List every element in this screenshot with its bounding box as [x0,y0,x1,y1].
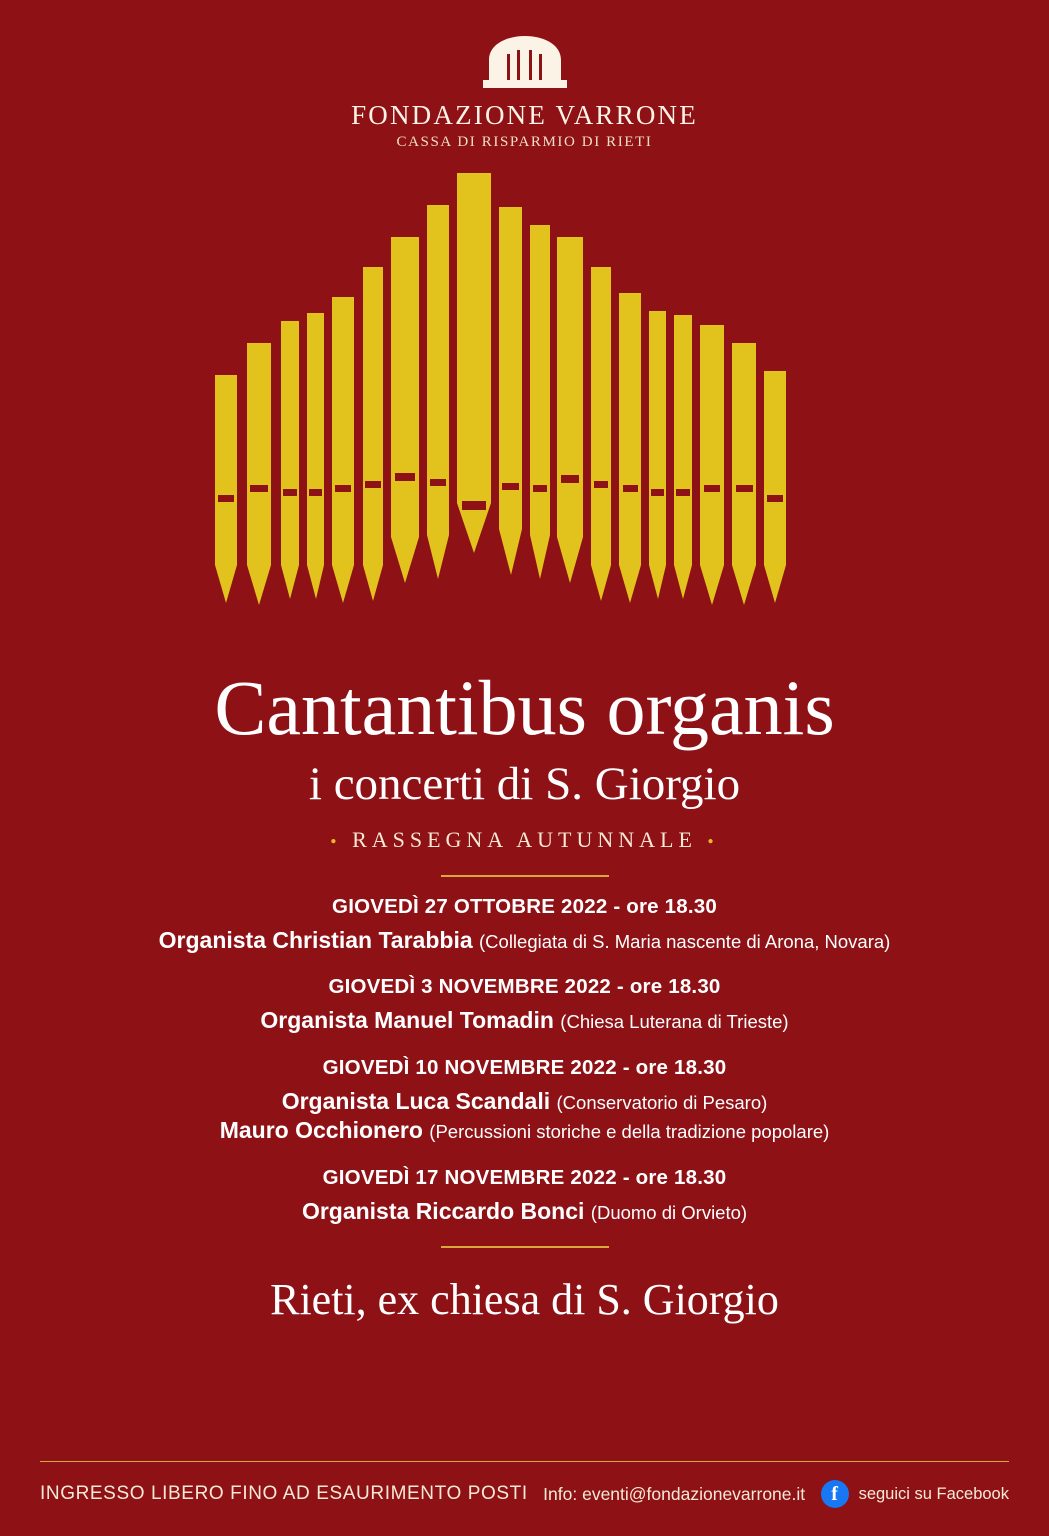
performer-place: (Chiesa Luterana di Trieste) [560,1011,789,1033]
foundation-name: FONDAZIONE VARRONE [351,100,698,130]
concert-item [0,895,1049,955]
concert-item [0,1056,1049,1146]
concert-performer-line [0,926,1049,955]
concert-list [0,895,1049,1226]
concert-performer-line [0,1116,1049,1145]
performer-name: Organista Riccardo Bonci [301,1197,585,1224]
divider-bottom [441,1246,609,1248]
performer-name: Organista Manuel Tomadin [260,1007,554,1034]
performer-name: Organista Luca Scandali [281,1087,551,1114]
concert-date: GIOVEDÌ 17 NOVEMBRE 2022 - ore 18.30 [322,1165,727,1189]
admission-note: INGRESSO LIBERO FINO AD ESAURIMENTO POSTI [40,1483,528,1504]
divider-top [441,875,609,877]
concert-item [0,1166,1049,1226]
organ-pipes-illustration [0,163,1049,663]
page-title: Cantantibus organis [214,664,835,751]
concert-date: GIOVEDÌ 27 OTTOBRE 2022 - ore 18.30 [332,895,717,918]
performer-place: (Collegiata di S. Maria nascente di Arona, Novara) [479,931,891,952]
season-kicker-label: RASSEGNA AUTUNNALE [352,827,697,852]
foundation-logo [0,0,1049,151]
concert-performer-line [0,1197,1049,1226]
performer-name: Mauro Occhionero [219,1117,423,1144]
foundation-subtitle: CASSA DI RISPARMIO DI RIETI [396,134,653,150]
performer-place: (Percussioni storiche e della tradizione popolare) [429,1121,830,1143]
performer-name: Organista Christian Tarabbia [158,927,473,953]
concert-performer-line [0,1006,1049,1035]
facebook-link[interactable] [821,1480,1009,1508]
performer-place: (Duomo di Orvieto) [590,1201,748,1223]
concert-date: GIOVEDÌ 10 NOVEMBRE 2022 - ore 18.30 [322,1055,727,1079]
concert-performer-line [0,1087,1049,1116]
season-kicker [0,827,1049,853]
facebook-icon[interactable]: f [821,1480,849,1508]
facebook-label[interactable]: seguici su Facebook [858,1484,1009,1503]
footer-divider [40,1461,1009,1462]
concert-date: GIOVEDÌ 3 NOVEMBRE 2022 - ore 18.30 [328,975,721,999]
arch-icon [0,34,1049,90]
venue-label: Rieti, ex chiesa di S. Giorgio [270,1275,779,1325]
page-subtitle: i concerti di S. Giorgio [308,758,741,810]
concert-item [0,975,1049,1035]
footer [40,1474,1009,1514]
performer-place: (Conservatorio di Pesaro) [556,1091,768,1113]
bullet-icon-left: • [330,831,342,852]
info-email[interactable]: Info: eventi@fondazionevarrone.it [543,1483,806,1504]
bullet-icon-right: • [707,831,719,852]
